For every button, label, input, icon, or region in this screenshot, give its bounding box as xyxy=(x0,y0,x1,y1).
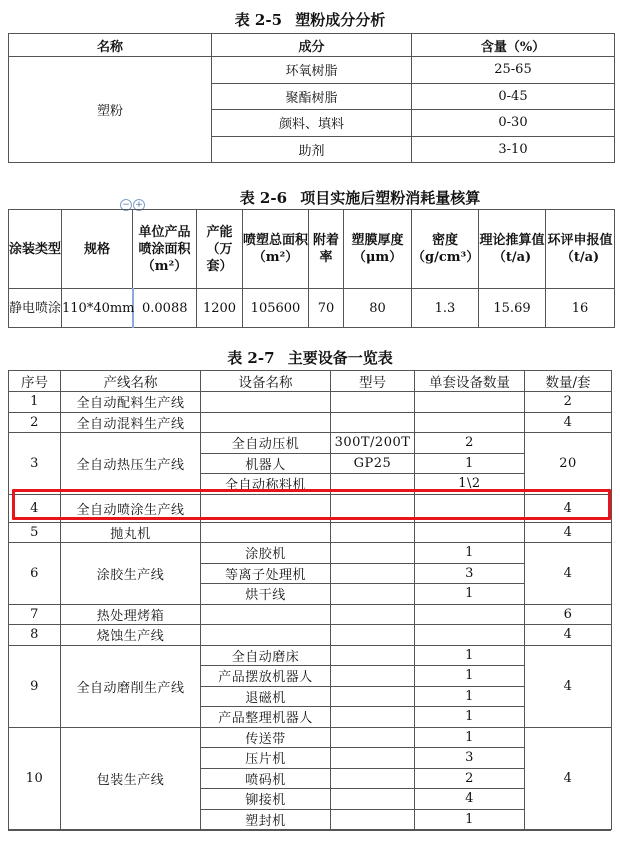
line-name-cell: 全自动磨削生产线 xyxy=(61,645,201,727)
unit-qty-cell: 1\2 xyxy=(415,474,525,495)
model-cell xyxy=(331,563,415,584)
equipment-cell: 全自动压机 xyxy=(201,433,331,454)
data-cell: 1200 xyxy=(197,289,243,328)
unit-qty-cell: 4 xyxy=(415,789,525,810)
model-cell xyxy=(331,727,415,748)
model-cell xyxy=(331,625,415,646)
unit-qty-cell: 1 xyxy=(415,686,525,707)
collapse-icon[interactable]: − xyxy=(120,199,132,211)
equipment-cell: 涂胶机 xyxy=(201,543,331,564)
caption-title: 主要设备一览表 xyxy=(287,349,393,367)
unit-qty-cell: 1 xyxy=(415,707,525,728)
qty-cell: 4 xyxy=(525,522,612,543)
caption-number: 表 2-6 xyxy=(239,189,288,207)
header-cell: 塑膜厚度（μm） xyxy=(344,210,412,289)
model-cell: 300T/200T xyxy=(331,433,415,454)
model-cell xyxy=(331,543,415,564)
unit-qty-cell: 1 xyxy=(415,543,525,564)
unit-qty-cell: 2 xyxy=(415,768,525,789)
caption-number: 表 2-7 xyxy=(227,349,275,367)
caption-title: 塑粉成分分析 xyxy=(295,11,386,29)
line-name-cell: 全自动喷涂生产线 xyxy=(61,494,201,522)
line-name-cell: 包装生产线 xyxy=(61,727,201,830)
powder-composition-table xyxy=(8,33,615,163)
index-cell: 4 xyxy=(9,494,61,522)
qty-cell: 4 xyxy=(525,494,612,522)
component-cell: 聚酯树脂 xyxy=(212,83,412,110)
header-cell: 涂装类型 xyxy=(9,210,62,289)
unit-qty-cell: 1 xyxy=(415,584,525,605)
table-row xyxy=(9,392,612,413)
equipment-cell xyxy=(201,522,331,543)
equipment-cell: 等离子处理机 xyxy=(201,563,331,584)
model-cell xyxy=(331,392,415,413)
qty-cell: 20 xyxy=(525,433,612,495)
qty-cell: 4 xyxy=(525,412,612,433)
table-2-6-caption xyxy=(50,189,620,207)
header-cell: 数量/套 xyxy=(525,371,612,392)
qty-cell: 2 xyxy=(525,392,612,413)
line-name-cell: 抛丸机 xyxy=(61,522,201,543)
model-cell xyxy=(331,686,415,707)
header-cell: 喷塑总面积（m²） xyxy=(243,210,309,289)
table-row xyxy=(9,57,615,84)
model-cell xyxy=(331,604,415,625)
qty-cell: 6 xyxy=(525,604,612,625)
equipment-cell: 压片机 xyxy=(201,748,331,769)
header-row xyxy=(9,34,615,57)
data-cell: 70 xyxy=(309,289,344,328)
index-cell: 9 xyxy=(9,645,61,727)
equipment-cell: 传送带 xyxy=(201,727,331,748)
data-cell: 105600 xyxy=(243,289,309,328)
qty-cell: 4 xyxy=(525,625,612,646)
model-cell xyxy=(331,809,415,830)
equipment-cell: 产品整理机器人 xyxy=(201,707,331,728)
header-cell: 序号 xyxy=(9,371,61,392)
header-cell: 单套设备数量 xyxy=(415,371,525,392)
highlight-box xyxy=(12,489,611,520)
index-cell: 2 xyxy=(9,412,61,433)
equipment-cell: 机器人 xyxy=(201,453,331,474)
table-row xyxy=(9,412,612,433)
data-cell: 静电喷涂 xyxy=(9,289,62,328)
header-row xyxy=(9,210,615,289)
index-cell: 1 xyxy=(9,392,61,413)
component-cell: 颜料、填料 xyxy=(212,110,412,137)
equipment-cell xyxy=(201,604,331,625)
header-cell: 成分 xyxy=(212,34,412,57)
model-cell: GP25 xyxy=(331,453,415,474)
header-row xyxy=(9,371,612,392)
line-name-cell: 全自动热压生产线 xyxy=(61,433,201,495)
model-cell xyxy=(331,768,415,789)
caption-number: 表 2-5 xyxy=(234,11,283,29)
line-name-cell: 全自动混料生产线 xyxy=(61,412,201,433)
line-name-cell: 烧蚀生产线 xyxy=(61,625,201,646)
data-cell: 0.0088 xyxy=(133,289,197,328)
header-cell: 产能（万套） xyxy=(197,210,243,289)
equipment-cell: 塑封机 xyxy=(201,809,331,830)
table-2-7-caption xyxy=(0,349,620,367)
equipment-cell: 铆接机 xyxy=(201,789,331,810)
header-cell: 规格 xyxy=(62,210,133,289)
model-cell xyxy=(331,412,415,433)
equipment-cell xyxy=(201,412,331,433)
table-row xyxy=(9,645,612,666)
unit-qty-cell xyxy=(415,392,525,413)
model-cell xyxy=(331,707,415,728)
content-cell: 0-45 xyxy=(412,83,615,110)
model-cell xyxy=(331,645,415,666)
material-name-cell: 塑粉 xyxy=(9,57,212,163)
unit-qty-cell: 1 xyxy=(415,809,525,830)
equipment-cell xyxy=(201,625,331,646)
page-bottom-rule xyxy=(8,830,611,831)
line-name-cell: 全自动配料生产线 xyxy=(61,392,201,413)
equipment-cell: 退磁机 xyxy=(201,686,331,707)
content-cell: 0-30 xyxy=(412,110,615,137)
component-cell: 环氧树脂 xyxy=(212,57,412,84)
equipment-cell: 全自动磨床 xyxy=(201,645,331,666)
unit-qty-cell: 1 xyxy=(415,666,525,687)
content-cell: 3-10 xyxy=(412,136,615,163)
unit-qty-cell xyxy=(415,625,525,646)
index-cell: 10 xyxy=(9,727,61,830)
header-cell: 名称 xyxy=(9,34,212,57)
table-row xyxy=(9,727,612,748)
header-cell: 型号 xyxy=(331,371,415,392)
content-cell: 25-65 xyxy=(412,57,615,84)
index-cell: 8 xyxy=(9,625,61,646)
component-cell: 助剂 xyxy=(212,136,412,163)
model-cell xyxy=(331,666,415,687)
data-cell: 15.69 xyxy=(479,289,546,328)
powder-consumption-table xyxy=(8,209,615,328)
table-row xyxy=(9,625,612,646)
data-cell: 16 xyxy=(546,289,615,328)
equipment-cell: 产品摆放机器人 xyxy=(201,666,331,687)
table-row xyxy=(9,522,612,543)
header-cell: 附着率 xyxy=(309,210,344,289)
index-cell: 5 xyxy=(9,522,61,543)
model-cell xyxy=(331,584,415,605)
table-row xyxy=(9,433,612,454)
unit-qty-cell: 1 xyxy=(415,453,525,474)
header-cell: 含量（%） xyxy=(412,34,615,57)
unit-qty-cell: 2 xyxy=(415,433,525,454)
equipment-cell: 全自动称料机 xyxy=(201,474,331,495)
header-cell: 设备名称 xyxy=(201,371,331,392)
model-cell xyxy=(331,789,415,810)
index-cell: 3 xyxy=(9,433,61,495)
move-icon[interactable]: + xyxy=(133,199,145,211)
index-cell: 7 xyxy=(9,604,61,625)
qty-cell: 4 xyxy=(525,645,612,727)
equipment-cell: 喷码机 xyxy=(201,768,331,789)
equipment-table xyxy=(8,370,612,830)
data-cell: 1.3 xyxy=(412,289,479,328)
table-row xyxy=(9,543,612,564)
header-cell: 密度（g/cm³） xyxy=(412,210,479,289)
index-cell: 6 xyxy=(9,543,61,605)
header-cell: 理论推算值（t/a) xyxy=(479,210,546,289)
header-cell: 环评申报值（t/a) xyxy=(546,210,615,289)
qty-cell: 4 xyxy=(525,543,612,605)
unit-qty-cell: 1 xyxy=(415,645,525,666)
data-cell: 80 xyxy=(344,289,412,328)
unit-qty-cell: 1 xyxy=(415,727,525,748)
unit-qty-cell xyxy=(415,604,525,625)
unit-qty-cell xyxy=(415,412,525,433)
unit-qty-cell xyxy=(415,522,525,543)
table-2-5-caption xyxy=(0,11,620,29)
table-row xyxy=(9,604,612,625)
equipment-cell xyxy=(201,392,331,413)
table-row xyxy=(9,289,615,328)
unit-qty-cell: 3 xyxy=(415,563,525,584)
header-cell: 单位产品喷涂面积（m²） xyxy=(133,210,197,289)
data-cell: 110*40mm xyxy=(62,289,133,328)
qty-cell: 4 xyxy=(525,727,612,830)
equipment-cell: 烘干线 xyxy=(201,584,331,605)
model-cell xyxy=(331,748,415,769)
model-cell xyxy=(331,522,415,543)
header-cell: 产线名称 xyxy=(61,371,201,392)
line-name-cell: 涂胶生产线 xyxy=(61,543,201,605)
line-name-cell: 热处理烤箱 xyxy=(61,604,201,625)
caption-title: 项目实施后塑粉消耗量核算 xyxy=(300,189,481,207)
unit-qty-cell: 3 xyxy=(415,748,525,769)
